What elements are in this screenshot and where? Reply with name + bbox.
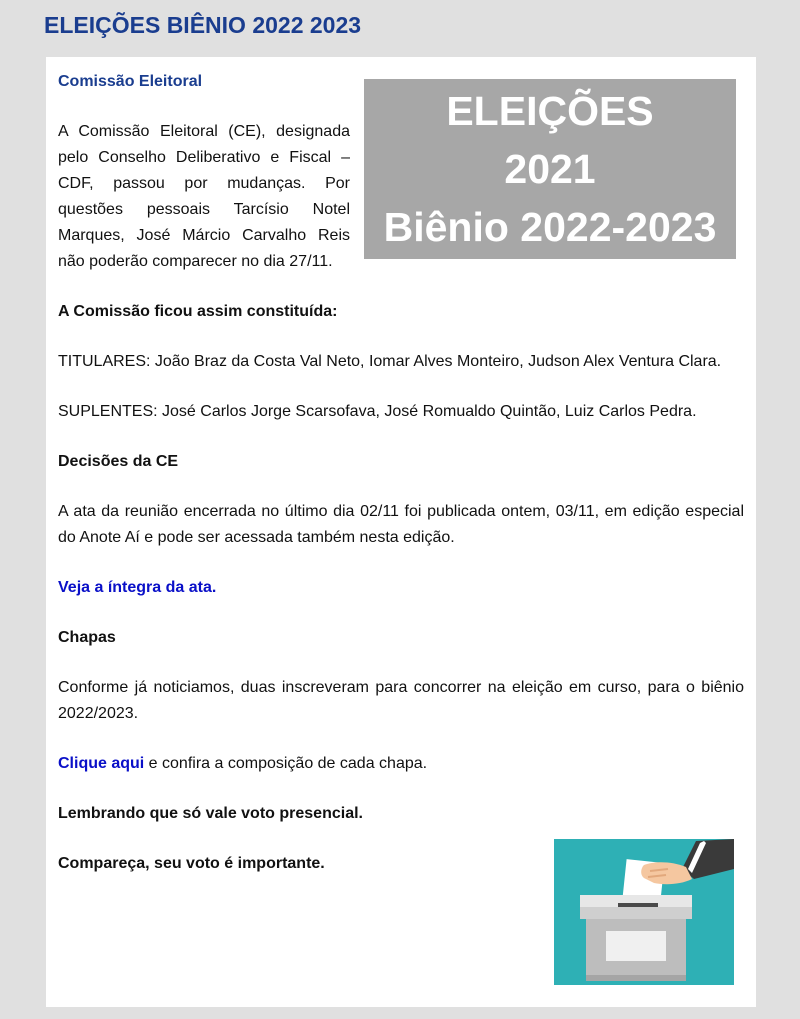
ata-link-paragraph	[58, 575, 744, 601]
banner-line-2: 2021	[504, 146, 596, 192]
click-paragraph	[58, 751, 744, 777]
page-title: ELEIÇÕES BIÊNIO 2022 2023	[44, 12, 362, 38]
reminder-text: Lembrando que só vale voto presencial.	[58, 805, 363, 822]
chapas-heading: Chapas	[58, 629, 116, 646]
article-card	[46, 57, 756, 1007]
article-content	[58, 69, 744, 901]
decisions-paragraph: A ata da reunião encerrada no último dia 02/11 foi publicada ontem, 03/11, em edição especial do Anote Aí e pode ser acessada também nesta edição.	[58, 503, 744, 546]
banner-line-1: ELEIÇÕES	[446, 88, 654, 134]
suplentes-paragraph: SUPLENTES: José Carlos Jorge Scarsofava, José Romualdo Quintão, Luiz Carlos Pedra.	[58, 403, 697, 420]
click-text: e confira a composição de cada chapa.	[144, 755, 428, 772]
chapas-paragraph: Conforme já noticiamos, duas inscreveram para concorrer na eleição em curso, para o biênio 2022/2023.	[58, 679, 744, 722]
composition-heading: A Comissão ficou assim constituída:	[58, 303, 338, 320]
click-here-link[interactable]: Clique aqui	[58, 755, 145, 772]
titulares-paragraph: TITULARES: João Braz da Costa Val Neto, Iomar Alves Monteiro, Judson Alex Ventura Clara.	[58, 353, 722, 370]
ata-link[interactable]: Veja a íntegra da ata.	[58, 579, 217, 596]
commission-paragraph: A Comissão Eleitoral (CE), designada pelo Conselho Deliberativo e Fiscal – CDF, passou por mudanças. Por questões pessoais Tarcísio Notel Marques, José Márcio Carvalho Reis não poderão comparecer no dia 27/11.	[58, 123, 350, 270]
call-to-vote-text: Compareça, seu voto é importante.	[58, 855, 325, 872]
banner-line-3: Biênio 2022-2023	[383, 204, 717, 250]
elections-banner	[364, 79, 736, 259]
decisions-heading: Decisões da CE	[58, 453, 179, 470]
commission-heading: Comissão Eleitoral	[58, 73, 203, 90]
ballot-box-icon	[554, 839, 734, 985]
